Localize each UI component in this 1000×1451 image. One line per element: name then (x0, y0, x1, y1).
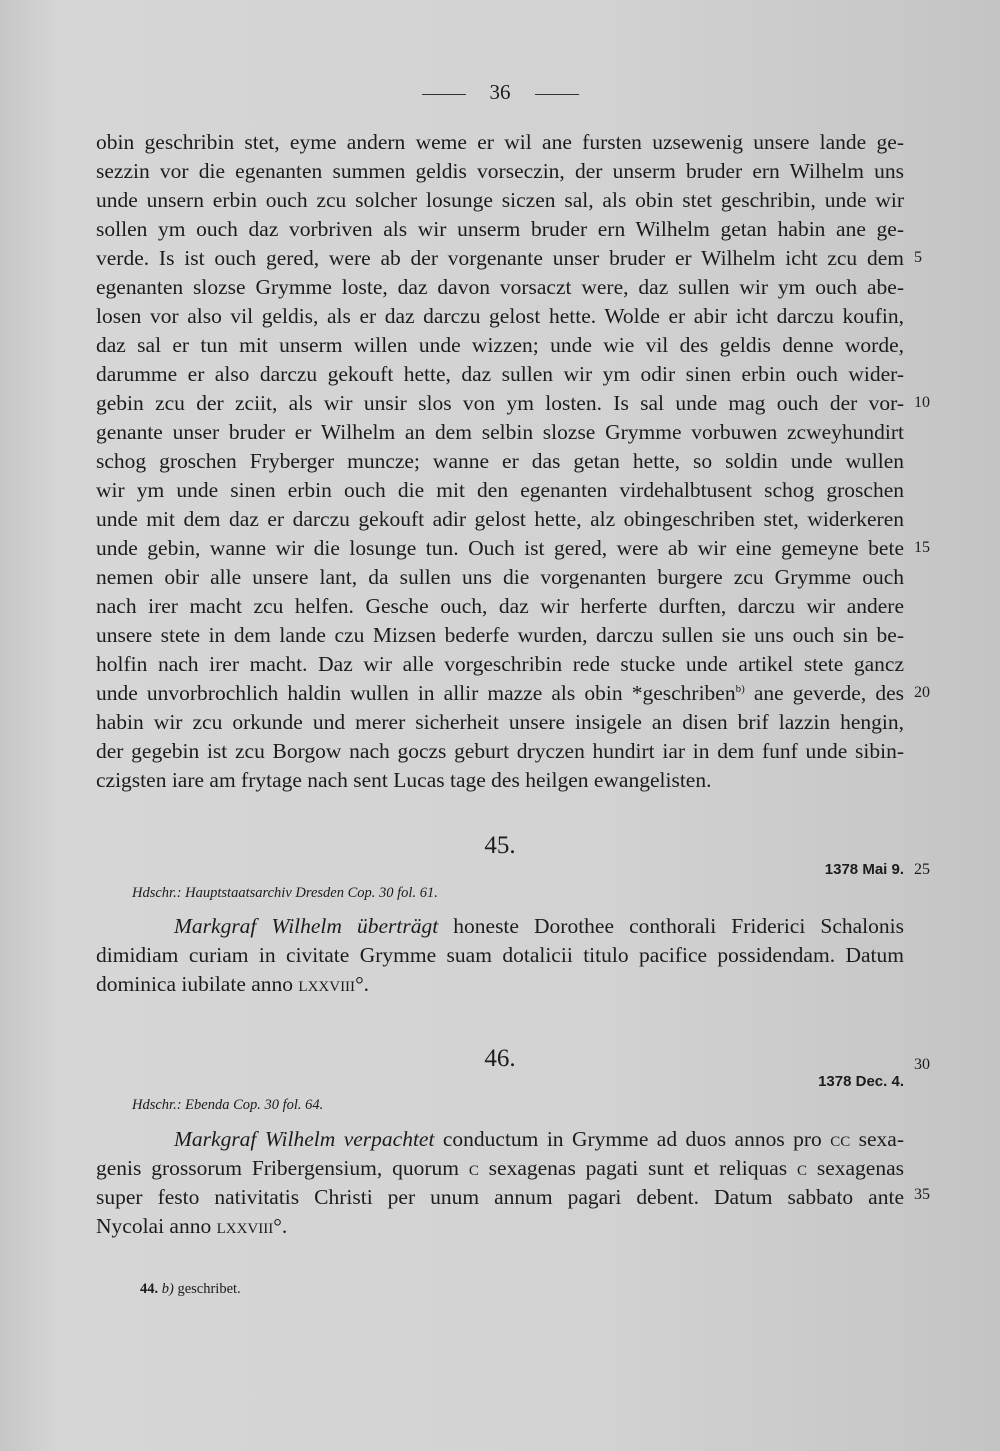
text-line: nach irer macht zcu helfen. Gesche ouch, daz wir herferte durften, darczu wir andere (96, 594, 904, 618)
text-line (96, 969, 904, 999)
document-45-date: 1378 Mai 9. (824, 861, 904, 878)
text-span: unde unvorbrochlich haldin wullen in allir mazze als obin (96, 681, 632, 705)
footnote (140, 1281, 241, 1298)
text-line (174, 911, 904, 941)
text-span: ane geverde, des (744, 681, 904, 705)
roman-number: cc (830, 1127, 851, 1151)
text-line: daz sal er tun mit unserm willen unde wizzen; unde wie vil des geldis denne worde, (96, 333, 904, 357)
text-line (96, 678, 904, 708)
line-number: 5 (914, 249, 922, 266)
page-number: 36 (489, 80, 511, 104)
text-line: losen vor also vil geldis, als er daz darczu gelost hette. Wolde er abir icht darczu koufin, (96, 304, 904, 328)
text-line: verde. Is ist ouch gered, were ab der vorgenante unser bruder er Wilhelm icht zcu dem (96, 246, 904, 270)
text-span: conductum in Grymme ad duos annos pro (434, 1127, 831, 1151)
text-span: sexa- (850, 1127, 904, 1151)
text-span: °. (273, 1214, 288, 1238)
text-line: czigsten iare am frytage nach sent Lucas tage des heilgen ewangelisten. (96, 768, 712, 792)
line-number: 30 (914, 1056, 930, 1073)
text-line (174, 1124, 904, 1154)
text-line: egenanten slozse Grymme loste, daz davon vorsaczt were, daz sullen wir ym ouch abe- (96, 275, 904, 299)
roman-year: lxxviii (216, 1214, 274, 1238)
text-span: sexagenas pagati sunt et reliquas (478, 1156, 797, 1180)
regest-lead: Markgraf Wilhelm überträgt (174, 914, 439, 938)
roman-year: lxxviii (298, 972, 356, 996)
line-number: 35 (914, 1186, 930, 1203)
line-number: 25 (914, 861, 930, 878)
text-line: super festo nativitatis Christi per unum annum pagari debent. Datum sabbato ante (96, 1185, 904, 1209)
text-line: gebin zcu der zciit, als wir unsir slos von ym losten. Is sal unde mag ouch der vor- (96, 391, 904, 415)
text-line: unde unsern erbin ouch zcu solcher losunge siczen sal, als obin stet geschribin, unde wir (96, 188, 904, 212)
document-46-source: Hdschr.: Ebenda Cop. 30 fol. 64. (132, 1097, 324, 1113)
text-line (96, 1211, 904, 1241)
regest-lead: Markgraf Wilhelm verpachtet (174, 1127, 435, 1151)
footnoted-word: *geschriben (631, 681, 736, 705)
text-span: Nycolai anno (96, 1214, 217, 1238)
line-number: 20 (914, 684, 930, 701)
document-46-number: 46. (484, 1045, 516, 1072)
header-rule-right (535, 94, 579, 95)
text-line: schog groschen Fryberger muncze; wanne er das getan hette, so soldin unde wullen (96, 449, 904, 473)
text-line: obin geschribin stet, eyme andern weme er wil ane fursten uzsewenig unsere lande ge- (96, 130, 904, 154)
text-span: sexagenas (807, 1156, 904, 1180)
line-number: 10 (914, 394, 930, 411)
text-line: unde gebin, wanne wir die losunge tun. Ouch ist gered, were ab wir eine gemeyne bete (96, 536, 904, 560)
page-header (0, 80, 1000, 105)
footnote-letter: b) (161, 1281, 174, 1297)
text-line: der gegebin ist zcu Borgow nach goczs geburt dryczen hundirt iar in dem funf unde sibin- (96, 739, 904, 763)
document-45-source: Hdschr.: Hauptstaatsarchiv Dresden Cop. 30 fol. 61. (132, 885, 438, 901)
text-line: nemen obir alle unsere lant, da sullen uns die vorgenanten burgere zcu Grymme ouch (96, 565, 904, 589)
footnote-ref: 44. (140, 1281, 159, 1297)
footnote-text: geschribet. (173, 1281, 241, 1297)
text-line: holfin nach irer macht. Daz wir alle vorgeschribin rede stucke unde artikel stete gancz (96, 652, 904, 676)
text-span: honeste Dorothee conthorali Friderici Schalonis (438, 914, 904, 938)
text-line: sezzin vor die egenanten summen geldis vorseczin, der unserm bruder ern Wilhelm uns (96, 159, 904, 183)
text-line: unsere stete in dem lande czu Mizsen bederfe wurden, darczu sullen sie uns ouch sin be- (96, 623, 904, 647)
document-46-date: 1378 Dec. 4. (818, 1073, 904, 1090)
text-line: habin wir zcu orkunde und merer sicherheit unsere insigele an disen brif lazzin hengin, (96, 710, 904, 734)
roman-number: c (468, 1156, 479, 1180)
line-number: 15 (914, 539, 930, 556)
text-line: darumme er also darczu gekouft hette, daz sullen wir ym odir sinen erbin ouch wider- (96, 362, 904, 386)
roman-number: c (796, 1156, 807, 1180)
text-line: wir ym unde sinen erbin ouch die mit den egenanten virdehalbtusent schog groschen (96, 478, 904, 502)
text-line: genante unser bruder er Wilhelm an dem selbin slozse Grymme vorbuwen zcweyhundirt (96, 420, 904, 444)
text-span: dominica iubilate anno (96, 972, 299, 996)
document-45-number: 45. (484, 832, 516, 859)
footnote-marker: b) (735, 682, 745, 695)
text-line: unde mit dem daz er darczu gekouft adir gelost hette, alz obingeschriben stet, widerkeren (96, 507, 904, 531)
text-line: dimidiam curiam in civitate Grymme suam dotalicii titulo pacifice possidendam. Datum (96, 943, 904, 967)
text-line (96, 1153, 904, 1183)
text-span: °. (355, 972, 370, 996)
text-line: sollen ym ouch daz vorbriven als wir unserm bruder ern Wilhelm getan habin ane ge- (96, 217, 904, 241)
text-span: genis grossorum Fribergensium, quorum (96, 1156, 469, 1180)
header-rule-left (422, 94, 466, 95)
